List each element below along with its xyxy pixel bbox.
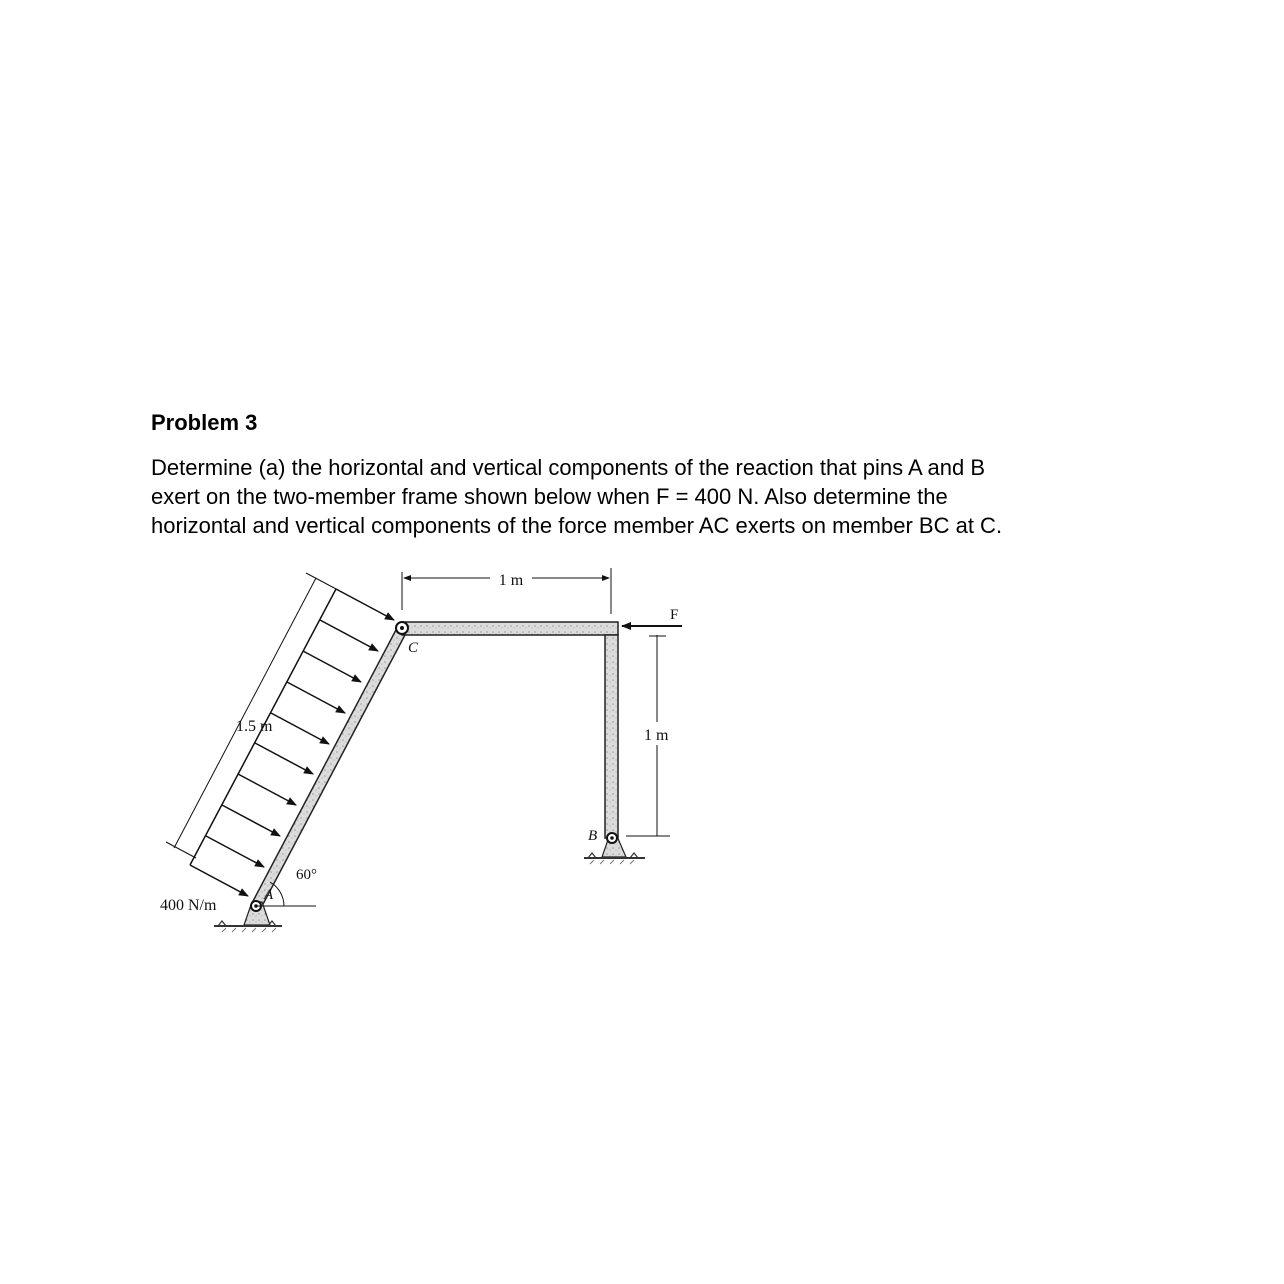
problem-line-2: exert on the two-member frame shown below when F = 400 N. Also determine the xyxy=(151,484,948,509)
problem-line-3: horizontal and vertical components of the force member AC exerts on member BC at C. xyxy=(151,513,1003,538)
pin-c xyxy=(396,622,408,634)
problem-line-1: Determine (a) the horizontal and vertical components of the reaction that pins A and B xyxy=(151,455,986,480)
label-force-f: F xyxy=(670,607,679,623)
member-bc-top xyxy=(402,622,618,635)
label-angle: 60° xyxy=(296,867,317,883)
label-load: 400 N/m xyxy=(160,897,217,914)
label-pin-b: B xyxy=(588,828,598,844)
problem-title: Problem 3 xyxy=(151,410,258,435)
label-dim-top: 1 m xyxy=(498,572,524,589)
label-dim-inclined: 1.5 m xyxy=(236,718,273,735)
member-bc-leg xyxy=(605,635,618,838)
label-pin-c: C xyxy=(408,640,419,656)
dimension-inclined xyxy=(166,573,338,858)
label-dim-right: 1 m xyxy=(644,727,669,744)
member-ac xyxy=(252,628,406,908)
label-pin-a: A xyxy=(264,887,274,903)
